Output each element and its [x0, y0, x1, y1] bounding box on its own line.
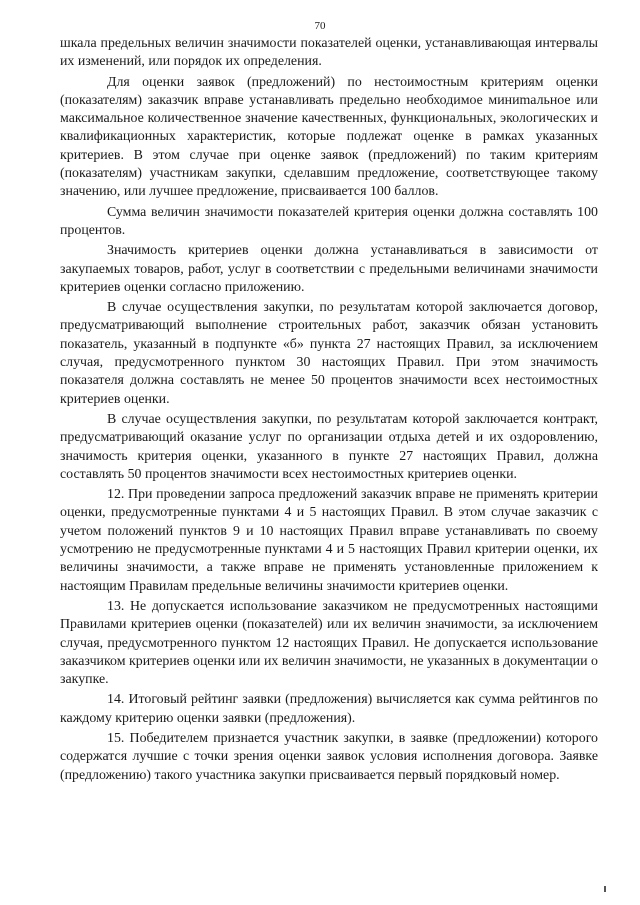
paragraph-clause-13: 13. Не допускается использование заказчиком не предусмотренных настоящими Правилами критериев оценки (показателей) или их величин значимости, за исключением случая, предусмотренного пунктом 12 настоящих Правил. Не допускается использование заказчиком критериев оценки или их величин значимости, не указанных в документации о закупке.: [60, 598, 598, 688]
paragraph-clause-14: 14. Итоговый рейтинг заявки (предложения) вычисляется как сумма рейтингов по каждому критерию оценки заявки (предложения).: [60, 692, 598, 726]
page-number: 70: [314, 20, 326, 32]
paragraph-clause-15: 15. Победителем признается участник закупки, в заявке (предложении) которого содержатся лучшие с точки зрения оценки заявок условия исполнения договора. Заявке (предложению) такого участника закупки присваивается первый порядковый номер.: [60, 730, 598, 783]
document-body: [60, 35, 598, 785]
scan-artifact-mark: [604, 886, 606, 892]
paragraph-clause-12: 12. При проведении запроса предложений заказчик вправе не применять критерии оценки, предусмотренные пунктами 4 и 5 настоящих Правил. В этом случае заказчик с учетом положений пунктов 9 и 10 настоящих Правил вправе устанавливать по своему усмотрению не предусмотренные пунктами 4 и 5 настоящих Правил критерии оценки, их величины значимости, а также вправе не применять установленные приложением к настоящим Правилам предельные величины значимости критериев оценки.: [60, 487, 598, 594]
paragraph-continuation: шкала предельных величин значимости показателей оценки, устанавливающая интервалы их изменений, или порядок их определения.: [60, 36, 598, 70]
paragraph-sum-of-weights: Сумма величин значимости показателей критерия оценки должна составлять 100 процентов.: [60, 204, 598, 238]
paragraph-criteria-weights: Значимость критериев оценки должна устанавливаться в зависимости от закупаемых товаров, работ, услуг в соответствии с предельными величинами значимости критериев оценки согласно приложению.: [60, 243, 598, 295]
paragraph-construction-works: В случае осуществления закупки, по результатам которой заключается договор, предусматривающий выполнение строительных работ, заказчик обязан установить показатель, указанный в подпункте «б» пункта 27 настоящих Правил, за исключением случая, предусмотренного пунктом 30 настоящих Правил. При этом значимость показателя должна составлять не менее 50 процентов значимости всех нестоимостных критериев оценки.: [60, 300, 598, 407]
paragraph-nonprice-criteria: Для оценки заявок (предложений) по нестоимостным критериям оценки (показателям) заказчик вправе устанавливать предельно необходимое миниmальное или максимальное количественное значение качественных, функциональных, экологических и квалификационных характеристик, которые подлежат оценке в рамках указанных критериев. В этом случае при оценке заявок (предложений) по таким критериям (показателям) участникам закупки, сделавшим предложение, соответствующее такому значению, или лучшее предложение, присваивается 100 баллов.: [60, 74, 598, 200]
paragraph-children-recreation: В случае осуществления закупки, по результатам которой заключается контракт, предусматривающий оказание услуг по организации отдыха детей и их оздоровлению, значимость критерия оценки, указанного в пункте 27 настоящих Правил, должна составлять 50 процентов значимости всех нестоимостных критериев оценки.: [60, 411, 598, 482]
